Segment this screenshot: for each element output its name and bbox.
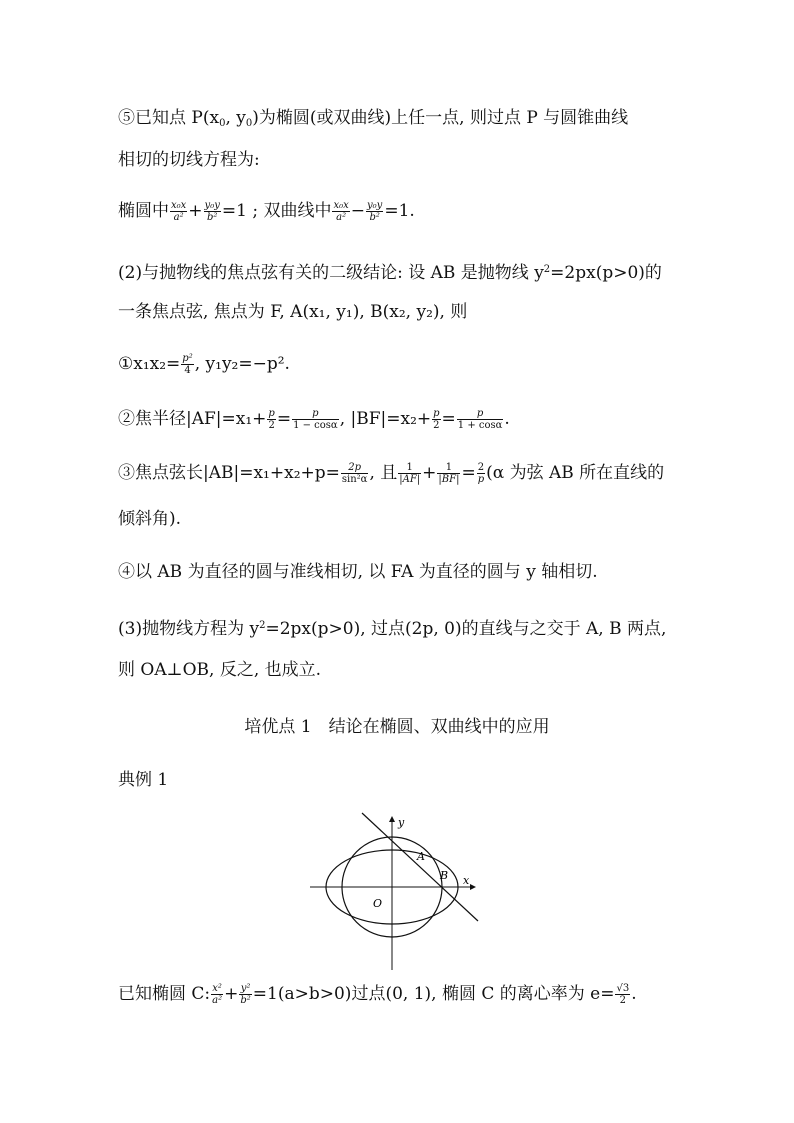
text: =1 ; 双曲线中 <box>221 201 332 221</box>
fraction: $\frac{p}{2}$ <box>433 408 440 431</box>
y-axis-arrow <box>389 816 395 822</box>
fraction: $\frac{2}{p}$ <box>477 462 485 485</box>
fraction: $\frac{2p}{\text{sin²α}}$ <box>341 462 368 485</box>
fraction: $\frac{\text{y₀y}}{\text{b²}}$ <box>204 200 220 223</box>
text: 椭圆中 <box>118 201 169 221</box>
fraction: $\frac{p}{1 + \cos\alpha}$ <box>457 408 503 431</box>
problem-statement: 已知椭圆 C: $\frac{\text{x²}}{\text{a²}}$ + $\frac{\text{y²}}{\text{b²}}$ =1(a>b>0)过点(0, 1), 椭圆 C 的离心率为 e= $\frac{√3}{2}$ . <box>118 983 637 1006</box>
fraction: $\frac{\text{p²}}{4}$ <box>182 353 193 376</box>
subscript: 0 <box>219 118 226 129</box>
example-label: 典例 1 <box>118 770 169 790</box>
label-y: y <box>398 816 405 829</box>
x-axis-arrow <box>470 884 476 890</box>
subscript: 0 <box>245 118 253 129</box>
text-line-2: 相切的切线方程为: <box>118 150 260 170</box>
section-heading: 培优点 1 结论在椭圆、双曲线中的应用 <box>244 717 550 737</box>
fraction: $\frac{p}{1 - \cos\alpha}$ <box>293 408 338 431</box>
formula-line-1: ①x₁x₂= $\frac{\text{p²}}{4}$ , y₁y₂=−p². <box>118 353 290 376</box>
formula-line-2: ②焦半径|AF|=x₁+ $\frac{p}{2}$ = $\frac{p}{1 - \cos\alpha}$ , |BF|=x₂+ $\frac{p}{2}$ = $\frac{p}{1 + \cos\alpha}$ . <box>118 408 510 431</box>
fraction: $\frac{p}{2}$ <box>268 408 275 431</box>
fraction: $\frac{\text{y₀y}}{\text{b²}}$ <box>367 200 383 223</box>
text: , y <box>225 108 246 128</box>
tangent-formula-line: 椭圆中 $\frac{\text{x₀x}}{\text{a²}}$ + $\frac{\text{y₀y}}{\text{b²}}$ =1 ; 双曲线中 $\frac{\text{x₀x}}{\text{a²}}$ − $\frac{\text{y₀y}}{\text{b²}}$ =1. <box>118 200 415 223</box>
text-line-9: 倾斜角). <box>118 509 182 529</box>
fraction: $\frac{1}{|AF|}$ <box>399 462 421 485</box>
text: )为椭圆(或双曲线)上任一点, 则过点 P 与圆锥曲线 <box>252 108 629 128</box>
fraction: $\frac{√3}{2}$ <box>616 983 630 1006</box>
text-line-5: 一条焦点弦, 焦点为 F, A(x₁, y₁), B(x₂, y₂), 则 <box>118 302 468 322</box>
text-line-1 <box>118 106 628 136</box>
text-line-4: (2)与抛物线的焦点弦有关的二级结论: 设 AB 是抛物线 $y^2=2px(p>0)$的 <box>118 263 662 283</box>
formula-line-3: ③焦点弦长|AB|=x₁+x₂+p= $\frac{2p}{\text{sin²α}}$ , 且 $\frac{1}{|AF|}$ + $\frac{1}{|BF|}$ = $\frac{2}{p}$ (α 为弦 AB 所在直线的 <box>118 462 665 485</box>
fraction: $\frac{1}{|BF|}$ <box>438 462 460 485</box>
label-x: x <box>463 874 470 887</box>
fraction: $\frac{\text{x²}}{\text{a²}}$ <box>212 983 223 1006</box>
text-line-10: ④以 AB 为直径的圆与准线相切, 以 FA 为直径的圆与 y 轴相切. <box>118 562 598 582</box>
text: =1. <box>384 201 415 221</box>
label-a: A <box>417 850 425 863</box>
fraction: $\frac{\text{x₀x}}{\text{a²}}$ <box>333 200 349 223</box>
text-line-11: (3)抛物线方程为 $y^2=2px(p>0)$, 过点(2p, 0)的直线与之交于 A, B 两点, <box>118 619 667 639</box>
fraction: $\frac{\text{x₀x}}{\text{a²}}$ <box>171 200 187 223</box>
label-b: B <box>440 869 449 882</box>
ellipse-circle-figure <box>310 810 490 975</box>
text: ⑤已知点 P(x <box>118 108 220 128</box>
text-line-12: 则 OA⊥OB, 反之, 也成立. <box>118 660 322 680</box>
fraction: $\frac{\text{y²}}{\text{b²}}$ <box>240 983 251 1006</box>
label-o: O <box>373 897 383 910</box>
